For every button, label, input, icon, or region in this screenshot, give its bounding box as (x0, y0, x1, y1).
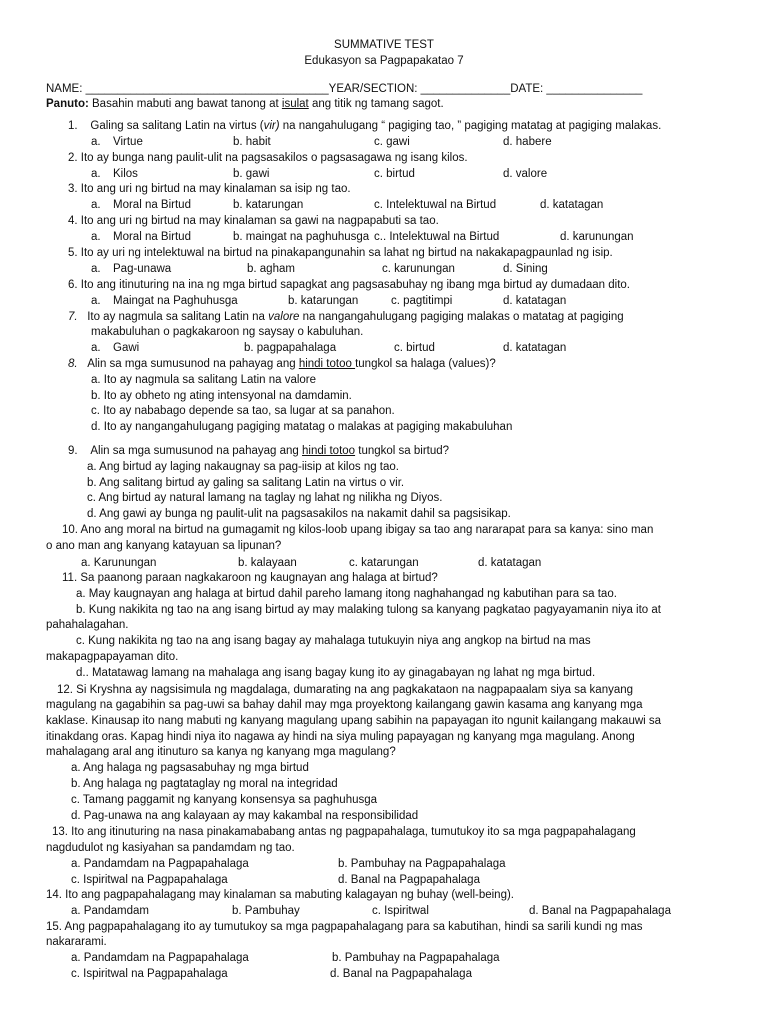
question-6: 6. Ito ang itinuturing na ina ng mga birtud sapagkat ang pagsasabuhay ng ibang mga birtud ay dumadaan dito. (68, 279, 630, 291)
page-title: SUMMATIVE TEST (334, 39, 434, 51)
question-13: 13. Ito ang itinuturing na nasa pinakamababang antas ng pagpapahalaga, tumutukoy ito sa mga pagpapahalagang (52, 826, 636, 838)
choice: c. karunungan (382, 263, 455, 275)
question-2: 2. Ito ay bunga nang paulit-ulit na pagsasakilos o pagsasagawa ng isang kilos. (68, 152, 468, 164)
question-3: 3. Ito ang uri ng birtud na may kinalaman sa isip ng tao. (68, 183, 351, 195)
question-4: 4. Ito ang uri ng birtud na may kinalaman sa gawi na nagpapabuti sa tao. (68, 215, 439, 227)
directions-underlined: isulat (281, 98, 309, 110)
question-14: 14. Ito ang pagpapahalagang may kinalaman sa mabuting kalagayan ng buhay (well-being). (46, 889, 514, 901)
choice: b. Pambuhay na Pagpapahalaga (332, 952, 500, 964)
choice: d. Pag-unawa na ang kalayaan ay may kakambal na responsibilidad (71, 810, 419, 822)
choice: c. birtud (394, 342, 435, 354)
choice: d. katatagan (540, 199, 604, 211)
question-9: 9. Alin sa mga sumusunod na pahayag ang hindi totoo tungkol sa birtud? (68, 445, 450, 457)
choice: b. habit (233, 136, 271, 148)
choice: a. May kaugnayan ang halaga at birtud dahil pareho lamang itong naghahangad ng kabutihan para sa tao. (76, 588, 617, 600)
question-15: 15. Ang pagpapahalagang ito ay tumutukoy sa mga pagpapahalagang para sa kabutihan, hindi sa sarili kundi ng mas (46, 921, 643, 933)
choice: Pag-unawa (113, 263, 172, 275)
choice: a. Ito ay nagmula sa salitang Latin na valore (91, 374, 317, 386)
choice: Virtue (113, 136, 143, 148)
choice-letter: a. (91, 136, 101, 148)
choice: d. valore (503, 168, 548, 180)
choice: c. Kung nakikita ng tao na ang isang bagay ay mahalaga tutukuyin niya ang angkop na birtud na mas (76, 635, 591, 647)
choice: c. Ispiritwal (372, 905, 429, 917)
choice: a. Ang halaga ng pagsasabuhay ng mga birtud (71, 762, 309, 774)
question-1: 1. Galing sa salitang Latin na virtus (vir) na nangahulugang “ pagiging tao, ” pagiging matatag at pagiging malakas. (68, 120, 662, 132)
choice: a. Karunungan (81, 557, 157, 569)
choice: d. Banal na Pagpapahalaga (330, 968, 472, 980)
choice: c. Ispiritwal na Pagpapahalaga (71, 874, 228, 886)
choice: c. pagtitimpi (391, 295, 453, 307)
choice: d. karunungan (560, 231, 634, 243)
choice: b. katarungan (233, 199, 304, 211)
choice: b. Ang salitang birtud ay galing sa salitang Latin na virtus o vir. (87, 477, 405, 489)
choice: d. Banal na Pagpapahalaga (529, 905, 671, 917)
question-10: 10. Ano ang moral na birtud na gumagamit ng kilos-loob upang ibigay sa tao ang nararapat para sa kanya: sino man (62, 524, 654, 536)
choice: Moral na Birtud (113, 231, 191, 243)
choice: b. Pambuhay na Pagpapahalaga (338, 858, 506, 870)
choice-letter: a. (91, 295, 101, 307)
choice: d.. Matatawag lamang na mahalaga ang isang bagay kung ito ay ginagabayan ng lahat ng mga birtud. (76, 667, 596, 679)
question-5: 5. Ito ay uri ng intelektuwal na birtud na pinakapangunahin sa lahat ng birtud na nakakapagpaunlad ng isip. (68, 247, 613, 259)
choice: d. katatagan (478, 557, 542, 569)
question-12-line: magulang na gagabihin sa pag-uwi sa bahay dahil may mga proyektong kailangang gawin kasama ang kanyang mga (46, 699, 643, 711)
question-12-line: kaklase. Kinausap ito nang mabuti ng kanyang magulang upang sabihin na papayagan ito ngunit kailangang makauwi sa (46, 715, 662, 727)
choice: d. habere (503, 136, 552, 148)
choice: b. Pambuhay (232, 905, 300, 917)
choice-letter: a. (91, 263, 101, 275)
choice: c. Ang birtud ay natural lamang na taglay ng lahat ng nilikha ng Diyos. (87, 492, 443, 504)
choice: c.. Intelektuwal na Birtud (374, 231, 500, 243)
question-10-line-2: o ano man ang kanyang katayuan sa lipunan? (46, 540, 282, 552)
choice: c. katarungan (349, 557, 419, 569)
question-8: 8. Alin sa mga sumusunod na pahayag ang hindi totoo tungkol sa halaga (values)? (68, 358, 496, 370)
choice: d. Sining (503, 263, 548, 275)
choice: b. maingat na paghuhusga (233, 231, 370, 243)
choice: d. Ang gawi ay bunga ng paulit-ulit na pagsasakilos na nakamit dahil sa pagsisikap. (87, 508, 511, 520)
directions: Panuto: Basahin mabuti ang bawat tanong at isulat ang titik ng tamang sagot. (46, 98, 444, 110)
choice: Maingat na Paghuhusga (113, 295, 238, 307)
choice: b. Ito ay obheto ng ating intensyonal na damdamin. (91, 390, 352, 402)
choice: c. Ito ay nababago depende sa tao, sa lugar at sa panahon. (91, 405, 395, 417)
choice-letter: a. (91, 342, 101, 354)
choice: b. Kung nakikita ng tao na ang isang birtud ay may malaking tulong sa kanyang pagkatao pagyayamanin niya ito at (76, 604, 661, 616)
choice: c. gawi (374, 136, 410, 148)
choice: b. gawi (233, 168, 270, 180)
choice: a. Pandamdam na Pagpapahalaga (71, 952, 249, 964)
page-subtitle: Edukasyon sa Pagpapakatao 7 (304, 55, 464, 67)
choice: c. birtud (374, 168, 415, 180)
question-12-line: mahalagang aral ang itinuturo sa kanya ng kanyang mga magulang? (46, 746, 396, 758)
choice: a. Ang birtud ay laging nakaugnay sa pag-iisip at kilos ng tao. (87, 461, 399, 473)
choice: c. Tamang paggamit ng kanyang konsensya sa paghuhusga (71, 794, 378, 806)
choice: Moral na Birtud (113, 199, 191, 211)
student-info-line: NAME: ______________________________________YEAR/SECTION: ______________DATE: _______________ (46, 83, 643, 95)
question-13-line-2: nagdudulot ng kasiyahan sa pandamdam ng tao. (46, 842, 295, 854)
choice: d. katatagan (503, 295, 567, 307)
question-12: 12. Si Kryshna ay nagsisimula ng magdalaga, dumarating na ang pagkakataon na nagpapaalam siya sa kanyang (57, 684, 634, 696)
choice: d. Banal na Pagpapahalaga (338, 874, 480, 886)
choice-letter: a. (91, 168, 101, 180)
choice: b. agham (247, 263, 295, 275)
choice: b. pagpapahalaga (244, 342, 337, 354)
choice: b. katarungan (288, 295, 359, 307)
choice: Gawi (113, 342, 140, 354)
choice: c. Intelektuwal na Birtud (374, 199, 497, 211)
choice: c. Ispiritwal na Pagpapahalaga (71, 968, 228, 980)
question-12-line: itinakdang oras. Kapag hindi niya ito nagawa ay hindi na siya muling papayagan ng kanyang mga magulang. Anong (46, 731, 635, 743)
question-15-line-2: nakararami. (46, 936, 107, 948)
choice-letter: a. (91, 199, 101, 211)
question-11: 11. Sa paanong paraan nagkakaroon ng kaugnayan ang halaga at birtud? (62, 572, 438, 584)
choice-continued: makapagpapayaman dito. (46, 651, 179, 663)
choice: Kilos (113, 168, 138, 180)
choice: a. Pandamdam na Pagpapahalaga (71, 858, 249, 870)
choice: a. Pandamdam (71, 905, 149, 917)
question-7: 7. Ito ay nagmula sa salitang Latin na valore na nangangahulugang pagiging malakas o matatag at pagiging (68, 311, 624, 323)
choice-continued: pahahalagahan. (46, 619, 129, 631)
choice: d. Ito ay nangangahulugang pagiging matatag o malakas at pagiging makabuluhan (91, 421, 513, 433)
choice: d. katatagan (503, 342, 567, 354)
choice: b. kalayaan (238, 557, 297, 569)
question-7-line-2: makabuluhan o pagkakaroon ng saysay o kabuluhan. (91, 326, 364, 338)
directions-label: Panuto: (46, 98, 89, 110)
choice: b. Ang halaga ng pagtataglay ng moral na integridad (71, 778, 338, 790)
choice-letter: a. (91, 231, 101, 243)
